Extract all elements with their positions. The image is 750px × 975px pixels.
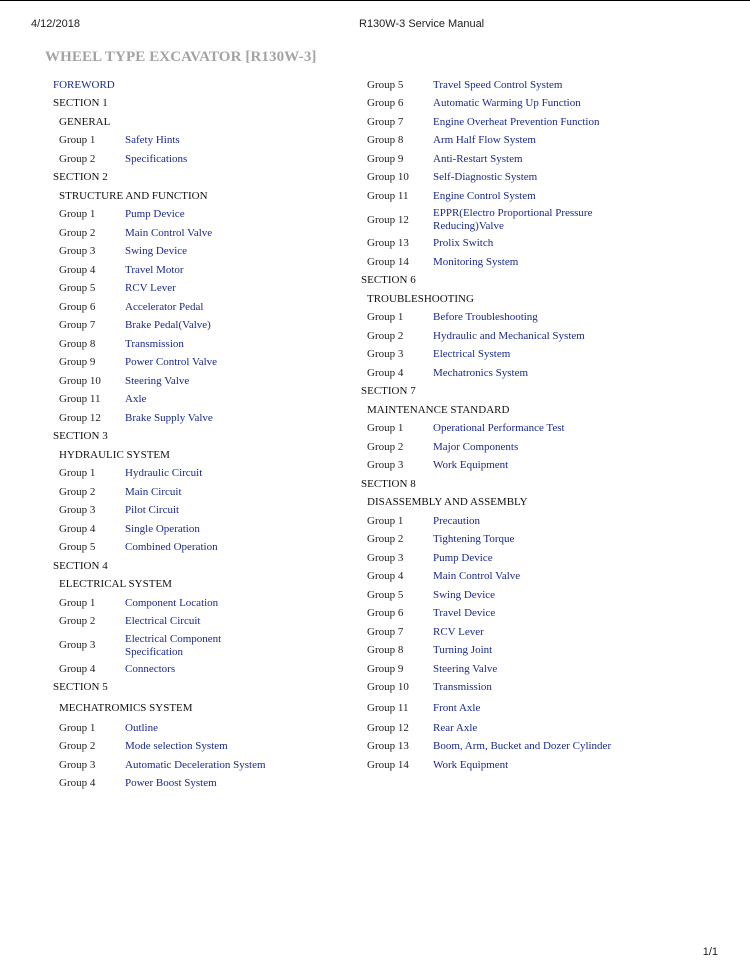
group-label: Group 3: [367, 551, 404, 564]
toc-entry: [361, 738, 741, 757]
toc-entry: [53, 539, 353, 558]
toc-link[interactable]: Single Operation: [125, 522, 200, 535]
toc-link[interactable]: Work Equipment: [433, 758, 509, 771]
toc-link[interactable]: Steering Valve: [125, 374, 190, 387]
toc-entry: [53, 298, 353, 317]
toc-link[interactable]: Electrical System: [433, 348, 511, 361]
toc-entry: [361, 206, 741, 235]
toc-entry: [53, 660, 353, 679]
toc-entry: [53, 775, 353, 794]
toc-entry: [361, 187, 741, 206]
toc-entry: [53, 483, 353, 502]
toc-link[interactable]: RCV Lever: [125, 282, 176, 295]
group-label: Group 7: [59, 319, 96, 332]
toc-link[interactable]: Pump Device: [125, 208, 185, 221]
toc-entry: [361, 512, 741, 531]
toc-link[interactable]: Brake Supply Valve: [125, 411, 213, 424]
toc-entry: [53, 206, 353, 225]
toc-link[interactable]: Automatic Warming Up Function: [433, 97, 581, 110]
group-label: Group 9: [367, 662, 404, 675]
group-label: Group 14: [367, 758, 409, 771]
toc-entry: [53, 280, 353, 299]
group-label: Group 4: [367, 570, 404, 583]
top-border: [0, 0, 750, 1]
toc-entry: [53, 317, 353, 336]
group-label: Group 3: [59, 758, 96, 771]
toc-entry: [361, 457, 741, 476]
toc-link[interactable]: Hydraulic and Mechanical System: [433, 329, 585, 342]
toc-entry: [361, 132, 741, 151]
group-label: Group 5: [367, 78, 404, 91]
section-category: GENERAL: [59, 115, 111, 128]
toc-column-left: [53, 76, 353, 793]
toc-entry: [361, 169, 741, 188]
toc-entry: [361, 76, 741, 95]
group-label: Group 3: [367, 348, 404, 361]
group-label: Group 4: [59, 522, 96, 535]
group-label: Group 7: [367, 115, 404, 128]
print-title: R130W-3 Service Manual: [359, 18, 485, 30]
group-label: Group 12: [367, 213, 409, 226]
toc-entry: [361, 309, 741, 328]
toc-entry: [361, 95, 741, 114]
group-label: Group 11: [59, 393, 101, 406]
group-label: Group 2: [367, 440, 404, 453]
group-label: Group 5: [59, 282, 96, 295]
toc-link[interactable]: Precaution: [433, 514, 481, 527]
toc-link[interactable]: Swing Device: [125, 245, 188, 258]
toc-entry: [53, 372, 353, 391]
toc-link[interactable]: Work Equipment: [433, 459, 509, 472]
group-label: Group 4: [59, 263, 96, 276]
toc-entry: [361, 623, 741, 642]
toc-link[interactable]: Steering Valve: [433, 662, 498, 675]
group-label: Group 13: [367, 237, 409, 250]
group-label: Group 1: [59, 208, 96, 221]
toc-entry: [361, 660, 741, 679]
group-label: Group 8: [59, 337, 96, 350]
toc-entry: [53, 224, 353, 243]
group-label: Group 9: [59, 356, 96, 369]
section-heading: SECTION 7: [361, 385, 416, 398]
toc-link[interactable]: Specifications: [125, 152, 188, 165]
print-date: 4/12/2018: [31, 18, 80, 30]
toc-link[interactable]: Anti-Restart System: [433, 152, 523, 165]
group-label: Group 2: [367, 533, 404, 546]
toc-link[interactable]: Mechatronics System: [433, 366, 529, 379]
toc-entry: [53, 594, 353, 613]
group-label: Group 2: [59, 226, 96, 239]
toc-entry: [53, 261, 353, 280]
toc-link[interactable]: Connectors: [125, 662, 176, 675]
group-label: Group 9: [367, 152, 404, 165]
group-label: Group 11: [367, 189, 409, 202]
toc-link[interactable]: Automatic Deceleration System: [125, 758, 266, 771]
toc-link[interactable]: Engine Overheat Prevention Function: [433, 115, 600, 128]
toc-link[interactable]: Travel Device: [433, 607, 496, 620]
group-label: Group 1: [59, 134, 96, 147]
toc-entry: [53, 354, 353, 373]
group-label: Group 1: [367, 422, 404, 435]
toc-entry: [53, 243, 353, 262]
group-label: Group 6: [367, 97, 404, 110]
toc-link[interactable]: Hydraulic Circuit: [125, 467, 203, 480]
toc-link[interactable]: Tightening Torque: [433, 533, 515, 546]
toc-entry: [361, 438, 741, 457]
section-category: STRUCTURE AND FUNCTION: [59, 189, 208, 202]
group-label: Group 4: [367, 366, 404, 379]
toc-link[interactable]: Transmission: [125, 337, 184, 350]
toc-entry: [53, 465, 353, 484]
toc-link[interactable]: Accelerator Pedal: [125, 300, 204, 313]
group-label: Group 10: [59, 374, 101, 387]
toc-link[interactable]: Safety Hints: [125, 134, 180, 147]
toc-link[interactable]: Travel Speed Control System: [433, 78, 563, 91]
toc-entry: [361, 420, 741, 439]
group-label: Group 2: [59, 152, 96, 165]
toc-entry: [361, 605, 741, 624]
section-heading: SECTION 6: [361, 274, 416, 287]
group-label: Group 3: [59, 245, 96, 258]
group-label: Group 5: [367, 588, 404, 601]
toc-link[interactable]: Before Troubleshooting: [433, 311, 538, 324]
group-label: Group 4: [59, 777, 96, 790]
group-label: Group 3: [59, 504, 96, 517]
toc-link[interactable]: Main Control Valve: [125, 226, 213, 239]
section-category: DISASSEMBLY AND ASSEMBLY: [367, 496, 528, 509]
toc-link[interactable]: RCV Lever: [433, 625, 484, 638]
toc-link[interactable]: Power Control Valve: [125, 356, 218, 369]
section-heading: SECTION 4: [53, 559, 108, 572]
toc-link[interactable]: Outline: [125, 721, 158, 734]
toc-link[interactable]: Engine Control System: [433, 189, 536, 202]
toc-entry: [53, 150, 353, 169]
section-heading: SECTION 1: [53, 97, 108, 110]
group-label: Group 4: [59, 662, 96, 675]
toc-link[interactable]: Mode selection System: [125, 740, 228, 753]
toc-entry: [53, 756, 353, 775]
group-label: Group 8: [367, 644, 404, 657]
toc-link[interactable]: Operational Performance Test: [433, 422, 565, 435]
toc-entry: [361, 549, 741, 568]
toc-entry: [361, 756, 741, 775]
group-label: Group 13: [367, 740, 409, 753]
toc-entry: [53, 132, 353, 151]
group-label: Group 2: [59, 615, 96, 628]
toc-link[interactable]: Main Circuit: [125, 485, 182, 498]
toc-link[interactable]: Swing Device: [433, 588, 496, 601]
toc-entry: [361, 113, 741, 132]
section-category: ELECTRICAL SYSTEM: [59, 578, 172, 591]
group-label: Group 2: [367, 329, 404, 342]
toc-link[interactable]: Power Boost System: [125, 777, 217, 790]
group-label: Group 1: [59, 467, 96, 480]
group-label: Group 6: [367, 607, 404, 620]
page-number: 1/1: [702, 946, 718, 958]
group-label: Group 1: [59, 596, 96, 609]
toc-link[interactable]: Main Control Valve: [433, 570, 521, 583]
toc-link[interactable]: Major Components: [433, 440, 519, 453]
group-label: Group 1: [367, 514, 404, 527]
group-label: Group 11: [367, 701, 409, 714]
toc-entry: [361, 586, 741, 605]
toc-entry: [53, 335, 353, 354]
toc-link[interactable]: Electrical Circuit: [125, 615, 201, 628]
toc-link[interactable]: Prolix Switch: [433, 237, 494, 250]
group-label: Group 3: [59, 639, 96, 651]
toc-entry: [361, 679, 741, 698]
toc-entry: [53, 502, 353, 521]
toc-link[interactable]: Self-Diagnostic System: [433, 171, 538, 184]
toc-link[interactable]: Monitoring System: [433, 255, 519, 268]
toc-link[interactable]: Travel Motor: [125, 263, 184, 276]
section-heading: SECTION 8: [361, 477, 416, 490]
group-label: Group 10: [367, 681, 409, 694]
section-category: MECHATROMICS SYSTEM: [59, 701, 193, 714]
section-category: HYDRAULIC SYSTEM: [59, 448, 170, 461]
toc-link[interactable]: Brake Pedal(Valve): [125, 319, 211, 332]
group-label: Group 1: [59, 721, 96, 734]
toc-entry: [53, 631, 353, 660]
toc-entry: [361, 150, 741, 169]
section-category: TROUBLESHOOTING: [367, 292, 474, 305]
group-label: Group 3: [367, 459, 404, 472]
toc-entry: [53, 409, 353, 428]
toc-link[interactable]: Boom, Arm, Bucket and Dozer Cylinder: [433, 740, 612, 753]
toc-link[interactable]: Pilot Circuit: [125, 504, 180, 517]
toc-entry: [361, 719, 741, 738]
toc-entry: [361, 327, 741, 346]
document-title: WHEEL TYPE EXCAVATOR [R130W-3]: [45, 49, 317, 65]
section-heading: SECTION 2: [53, 171, 108, 184]
toc-link[interactable]: Axle: [125, 393, 147, 406]
toc-entry: [361, 531, 741, 550]
toc-link[interactable]: Electrical Component Specification: [125, 632, 222, 658]
toc-link[interactable]: Rear Axle: [433, 721, 478, 734]
group-label: Group 5: [59, 541, 96, 554]
toc-entry: [53, 613, 353, 632]
toc-link[interactable]: Arm Half Flow System: [433, 134, 536, 147]
toc-entry: [361, 642, 741, 661]
toc-entry: [53, 719, 353, 738]
group-label: Group 14: [367, 255, 409, 268]
toc-entry: [361, 253, 741, 272]
toc-column-right: [361, 76, 741, 775]
toc-entry: [53, 738, 353, 757]
toc-entry: [53, 391, 353, 410]
group-label: Group 10: [367, 171, 409, 184]
group-label: Group 6: [59, 300, 96, 313]
toc-link[interactable]: Component Location: [125, 596, 219, 609]
toc-link[interactable]: Transmission: [433, 681, 492, 694]
toc-link-foreword[interactable]: FOREWORD: [53, 78, 115, 91]
toc-entry: [361, 235, 741, 254]
toc-entry: [361, 697, 741, 719]
toc-link[interactable]: Turning Joint: [433, 644, 493, 657]
group-label: Group 2: [59, 740, 96, 753]
group-label: Group 2: [59, 485, 96, 498]
toc-link[interactable]: Pump Device: [433, 551, 493, 564]
section-heading: SECTION 3: [53, 430, 108, 443]
group-label: Group 7: [367, 625, 404, 638]
group-label: Group 8: [367, 134, 404, 147]
group-label: Group 12: [367, 721, 409, 734]
toc-entry: [53, 520, 353, 539]
toc-link[interactable]: Combined Operation: [125, 541, 218, 554]
group-label: Group 12: [59, 411, 101, 424]
section-heading: SECTION 5: [53, 681, 108, 694]
toc-entry: [361, 364, 741, 383]
toc-entry: [361, 346, 741, 365]
group-label: Group 1: [367, 311, 404, 324]
toc-link[interactable]: EPPR(Electro Proportional Pressure Reducing)Valve: [433, 207, 593, 232]
section-category: MAINTENANCE STANDARD: [367, 403, 510, 416]
toc-entry: [361, 568, 741, 587]
toc-link[interactable]: Front Axle: [433, 701, 481, 714]
